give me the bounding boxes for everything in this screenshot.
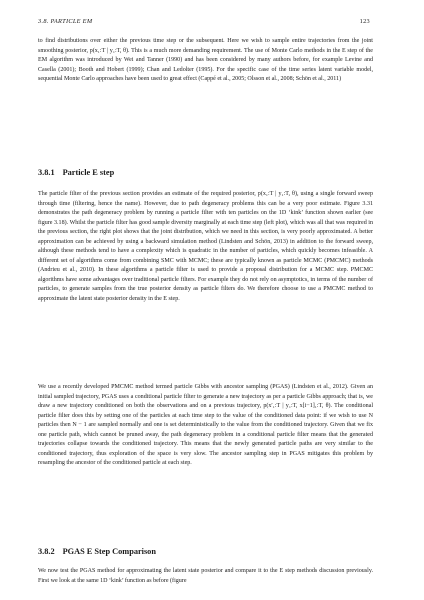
section-number: 3.8.2 xyxy=(38,547,55,556)
pgas-comparison-paragraph: We now test the PGAS method for approximating the latent state posterior and compare it to the E step methods discussion previously. First we look at the same 1D ‘kink’ function as before (figure xyxy=(38,568,373,584)
particle-e-step-paragraph-1: The particle filter of the previous section provides an estimate of the required posterior, p(x₁:T | y₁:T, θ), using a single forward sweep through time (filtering, hence the name). However, due to path degeneracy problems this can be a very poor estimate. Figure 3.31 demonstrates the path degeneracy problem by running a particle filter with ten particles on the 1D ‘kink’ function shown earlier (see figure 3.18). Whilst the particle filter has good sample diversity marginally at each time step (left plot), which was all that was required in the previous section, the right plot shows that the joint distribution, which we need in this section, is very poorly approximated. A better approximation can be achieved by using a backward simulation method (Lindsten and Schön, 2013) in addition to the forward sweep, although these methods tend to have a complexity which is quadratic in the number of particles, which quickly becomes infeasible. A different set of algorithms come from combining SMC with MCMC; these are typically known as particle MCMC (PMCMC) methods (Andrieu et al., 2010). In these algorithms a particle filter is used to provide a proposal distribution for a MCMC step. PMCMC algorithms have some advantages over traditional particle filters. For example they do not rely on asymptotics, in terms of the number of particles, to generate samples from the true posterior density as particle filters do. We therefore choose to use a PMCMC method to approximate the latent state posterior density in the E step. xyxy=(38,191,373,303)
section-heading-3-8-2 xyxy=(38,547,156,556)
intro-paragraph: to find distributions over either the previous time step or the subsequent. Here we wish to sample entire trajectories from the joint smoothing posterior, p(x₁:T | y₁:T, θ). This is a much more demanding requirement. The use of Monte Carlo methods in the E step of the EM algorithm was introduced by Wei and Tanner (1990) and has been considered by many authors before, for example Levine and Casella (2001); Booth and Hobert (1999); Chan and Ledolter (1995). For the specific case of the time series latent variable model, sequential Monte Carlo approaches have been used to great effect (Cappé et al., 2005; Olsson et al., 2008; Schön et al., 2011) xyxy=(38,38,373,83)
running-head xyxy=(38,18,370,28)
running-head-section: 3.8. PARTICLE EM xyxy=(38,18,93,25)
particle-e-step-paragraph-2: We use a recently developed PMCMC method termed particle Gibbs with ancestor sampling (PGAS) (Lindsten et al., 2012). Given an initial sampled trajectory, PGAS uses a conditional particle filter to generate a new trajectory as per a particle Gibbs approach; that is, we draw a new trajectory conditioned on both the observations and on a previous trajectory, p(x′₁:T | y₁:T, x[i−1]₁:T, θ). The conditional particle filter does this by setting one of the particles at each time step to the value of the conditioned data point: if we wish to use N particles then N − 1 are sampled normally and one is set deterministically to the value from the conditioned trajectory. Given that we fix one particle path, which cannot be pruned away, the path degeneracy problem in a conditional particle filter means that the generated trajectories collapse towards the conditioned trajectory. This means that the newly generated particle paths are very similar to the conditioned trajectory, thus exploration of the space is very slow. The ancestor sampling step in PGAS mitigates this problem by resampling the ancestor of the conditioned particle at each step. xyxy=(38,384,373,467)
section-number: 3.8.1 xyxy=(38,168,55,177)
page-number: 123 xyxy=(359,18,370,25)
section-heading-3-8-1 xyxy=(38,168,114,177)
section-title: PGAS E Step Comparison xyxy=(62,547,156,556)
section-title: Particle E step xyxy=(62,168,115,177)
